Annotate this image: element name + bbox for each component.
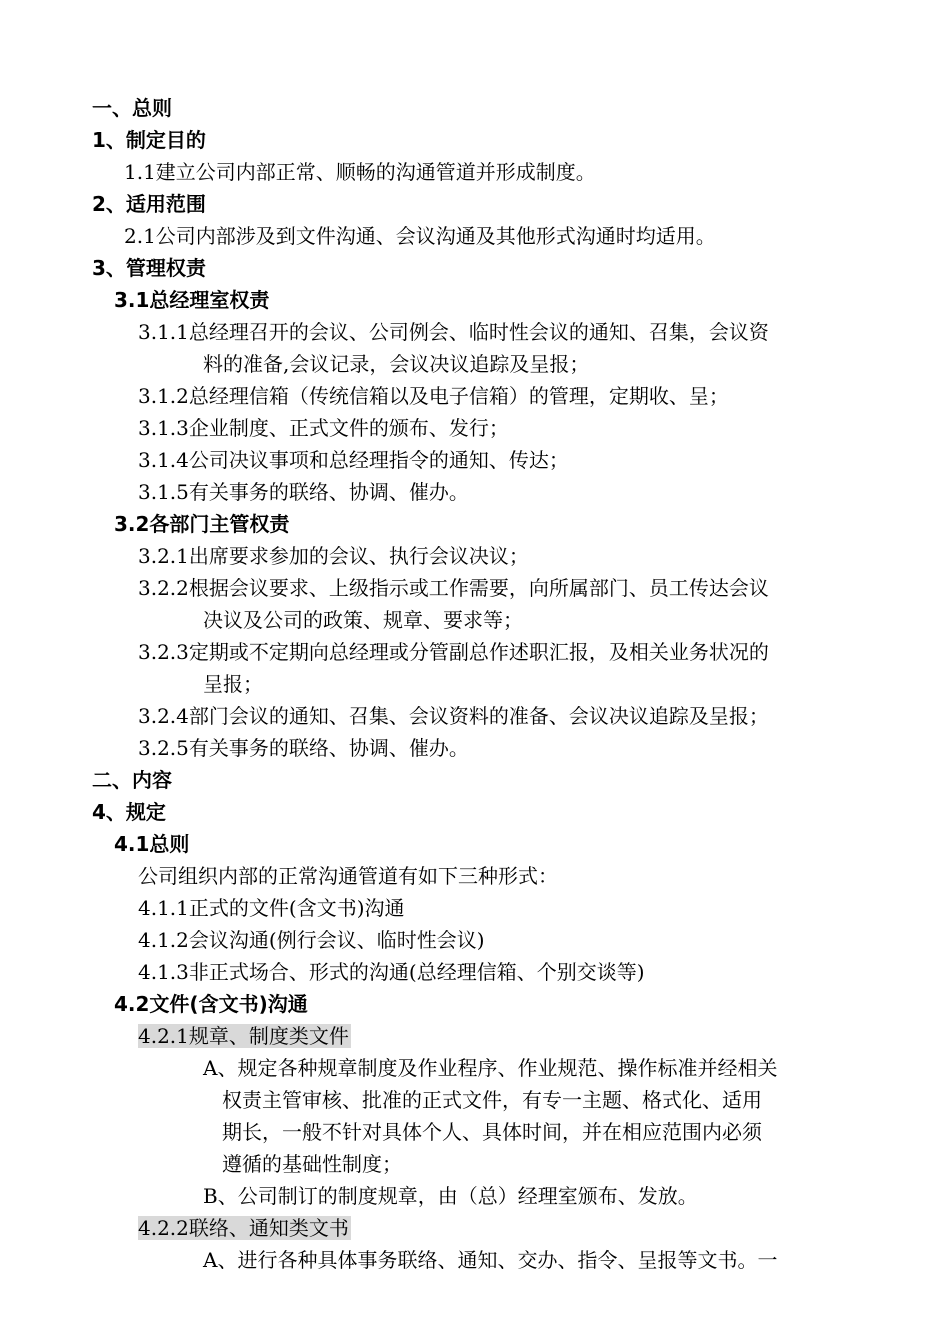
heading-4-2: 4.2文件(含文书)沟通 <box>114 992 308 1016</box>
item-3-2-3: 3.2.3定期或不定期向总经理或分管副总作述职汇报，及相关业务状况的 <box>138 640 769 664</box>
item-4-2-1-a-cont3: 遵循的基础性制度； <box>222 1152 402 1176</box>
item-3-1-1-cont: 料的准备,会议记录，会议决议追踪及呈报； <box>203 352 590 376</box>
item-3-1-4: 3.1.4公司决议事项和总经理指令的通知、传达； <box>138 448 569 472</box>
item-4-1-2: 4.1.2会议沟通(例行会议、临时性会议) <box>138 928 485 952</box>
heading-rules: 4、规定 <box>92 800 166 824</box>
highlighted-heading-text: 4.2.2联络、通知类文书 <box>138 1216 349 1240</box>
item-3-1-1: 3.1.1总经理召开的会议、公司例会、临时性会议的通知、召集，会议资 <box>138 320 769 344</box>
item-4-2-1-a-cont2: 期长，一般不针对具体个人、具体时间，并在相应范围内必须 <box>222 1120 762 1144</box>
heading-gm-office: 3.1总经理室权责 <box>114 288 270 312</box>
item-3-1-2: 3.1.2总经理信箱（传统信箱以及电子信箱）的管理，定期收、呈； <box>138 384 729 408</box>
heading-content: 二、内容 <box>92 768 172 792</box>
item-4-1-3: 4.1.3非正式场合、形式的沟通(总经理信箱、个别交谈等) <box>138 960 645 984</box>
heading-scope: 2、适用范围 <box>92 192 206 216</box>
item-1-1: 1.1建立公司内部正常、顺畅的沟通管道并形成制度。 <box>124 160 596 184</box>
heading-authority: 3、管理权责 <box>92 256 206 280</box>
item-3-2-2-cont: 决议及公司的政策、规章、要求等； <box>203 608 523 632</box>
general-intro: 公司组织内部的正常沟通管道有如下三种形式： <box>138 864 558 888</box>
item-4-2-1-a: A、规定各种规章制度及作业程序、作业规范、操作标准并经相关 <box>203 1056 778 1080</box>
heading-dept-heads: 3.2各部门主管权责 <box>114 512 290 536</box>
item-3-2-3-cont: 呈报； <box>203 672 263 696</box>
item-3-2-4: 3.2.4部门会议的通知、召集、会议资料的准备、会议决议追踪及呈报； <box>138 704 769 728</box>
item-3-2-1: 3.2.1出席要求参加的会议、执行会议决议； <box>138 544 529 568</box>
heading-4-1: 4.1总则 <box>114 832 190 856</box>
item-4-2-1-b: B、公司制订的制度规章，由（总）经理室颁布、发放。 <box>203 1184 698 1208</box>
heading-general: 一、总则 <box>92 96 172 120</box>
item-3-1-3: 3.1.3企业制度、正式文件的颁布、发行； <box>138 416 509 440</box>
heading-4-2-1 <box>138 1022 351 1050</box>
highlighted-heading-text: 4.2.1规章、制度类文件 <box>138 1024 349 1048</box>
heading-4-2-2 <box>138 1214 351 1242</box>
heading-purpose: 1、制定目的 <box>92 128 206 152</box>
item-4-1-1: 4.1.1正式的文件(含文书)沟通 <box>138 896 405 920</box>
item-4-2-1-a-cont1: 权责主管审核、批准的正式文件，有专一主题、格式化、适用 <box>222 1088 762 1112</box>
item-4-2-2-a: A、进行各种具体事务联络、通知、交办、指令、呈报等文书。一 <box>203 1248 778 1272</box>
item-2-1: 2.1公司内部涉及到文件沟通、会议沟通及其他形式沟通时均适用。 <box>124 224 716 248</box>
item-3-2-2: 3.2.2根据会议要求、上级指示或工作需要，向所属部门、员工传达会议 <box>138 576 769 600</box>
item-3-2-5: 3.2.5有关事务的联络、协调、催办。 <box>138 736 469 760</box>
item-3-1-5: 3.1.5有关事务的联络、协调、催办。 <box>138 480 469 504</box>
